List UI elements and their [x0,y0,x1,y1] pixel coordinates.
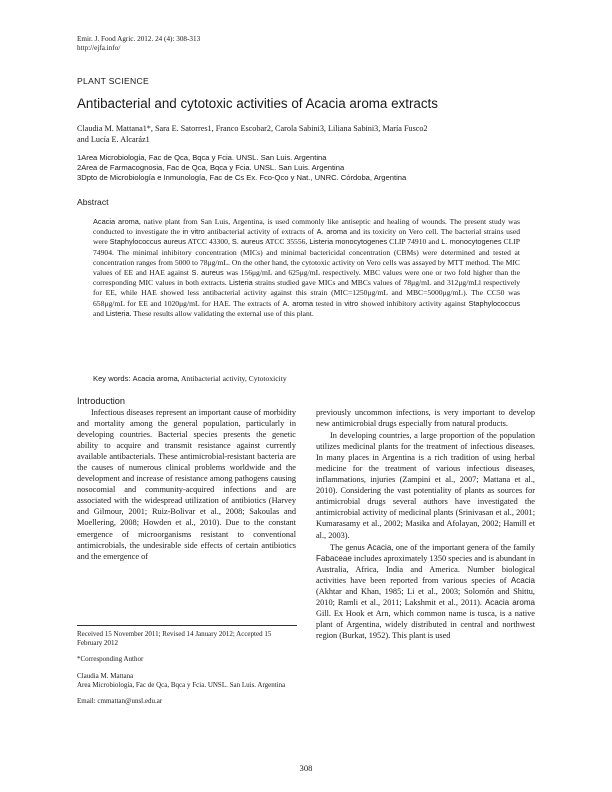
species-name: A. aroma [282,298,314,308]
species-name: Fabaceae [316,553,352,563]
journal-citation: Emir. J. Food Agric. 2012. 24 (4): 308-313 [77,35,201,43]
text-run: In developing countries, a large proportion of the population utilizes medicinal plants for the treatment of infectious diseases. In many places in Argentina is a rich tradition of using herbal medicine for the treatment of various infectious diseases, inflammations, injuries (Zampini et al., 2007; Mattana et al., 2010). Considering the vast potentiality of plants as sources for antimicrobial drugs several authors have investigated the antimicrobial activity of medicinal plants (Srinivasan et al., 2001; Kumarasamy et al., 2002; Masika and Afolayan, 2002; Hamill et al., 2003). [316,431,535,540]
species-name: Acacia aroma [93,217,139,226]
authors-line-1: Claudia M. Mattana1*, Sara E. Satorres1, Franco Escobar2, Carola Sabini3, Liliana Sabini3, María Fusco2 [77,124,428,133]
text-run: and its toxicity on Vero cell. The bacterial strains used were [93,227,521,247]
body-column-right [316,407,535,641]
species-name: S. aureus [231,237,264,247]
corresponding-author-label: *Corresponding Author [77,655,144,664]
section-label: PLANT SCIENCE [77,76,150,86]
text-run: showed inhibitory activity against [358,298,469,308]
text-run: and [93,308,106,318]
page-number: 308 [299,763,313,773]
keywords-label: Key words: [93,374,133,383]
affiliations [77,153,537,183]
footnote-divider [77,625,297,626]
text-run: , one of the important genera of the family [391,542,535,552]
paragraph [77,407,296,562]
author-list [77,124,537,145]
journal-url[interactable]: http://ejfa.info/ [77,44,121,53]
species-name: Acacia [510,575,535,585]
text-run: CLIP 74910 and [387,237,442,247]
keywords [93,374,523,383]
text-run: ATCC 35556, [263,237,310,247]
text-run: Infectious diseases represent an important cause of morbidity and mortality among the general population, particularly in developing countries. Bacterial species presents the genetic ability to acquire and transmit resistance against currently available antibacterials. These antimicrobial-resistant bacteria are the causes of numerous clinical problems worldwide and the development and increase of resistance among pathogens causing nosocomial and community-acquired infections and are associated with the widespread utilization of antibiotics (Harvey and Gilmour, 2001; Ruiz-Bolivar et al., 2008; Sakoulas and Moellering, 2008; Howden et al., 2010). Due to the constant emergence of microorganisms resistant to conventional antimicrobials, the undesirable side effects of certain antibiotics and the emergence of [77,408,296,561]
text-run: . These results allow validating the external use of this plant. [129,308,314,318]
contact-email[interactable]: Email: cmmattan@unsl.edu.ar [77,697,163,706]
abstract-body [93,217,520,319]
paragraph [316,430,535,540]
species-name: Acacia [367,542,392,552]
species-name: vitro [344,298,359,308]
text-run: ATCC 43300, [185,237,232,247]
text-run: Gill. Ex Hook et Arn, which common name is tusca, is a native plant of Argentina, widely distributed in central and northwest region (Burkat, 1952). This plant is used [316,608,535,640]
species-name: Staphylococcus aureus [109,237,186,247]
article-title: Antibacterial and cytotoxic activities of Acacia aroma extracts [77,96,438,111]
abstract-heading: Abstract [77,197,109,207]
contact-address: Area Microbiología, Fac de Qca, Bqca y Fcia. UNSL. San Luis. Argentina [77,680,286,689]
body-column-left [77,407,296,562]
journal-header [77,35,200,54]
affiliation-1: 1Area Microbiología, Fac de Qca, Bqca y Fcia. UNSL. San Luis. Argentina [77,153,327,162]
species-name: S. aureus [191,268,224,278]
text-run: strains studied gave MICs and MBCs values of 78μg/mL and 312μg/mLl respectively for EE, while HAE showed less antibacterial activity against this strain (MIC=1250μg/mL and MBC=5000μg/mL). The CC50 was 658μg/mL for EE and 1020μg/mL for HAE. The extracts of [93,278,520,308]
text-run: CLIP 74904. The minimal inhibitory concentration (MICs) and minimal bactericidal concentration (CBMs) were determined and tested at concentration ranges from 5000 to 78μg/mL. On the other hand, the cytotoxic activity on Vero cells was assayed by MTT method. The MIC values of EE and HAE against [93,237,520,278]
text-run: antibacterial activity of extracts of [204,227,317,237]
text-run: (Akhtar and Khan, 1985; Li et al., 2003; Solomón and Shittu, 2010; Ramli et al., 2011; Lakshmit et al., 2011). [316,586,535,607]
affiliation-2: 2Area de Farmacognosia, Fac de Qca, Bqca y Fcia. UNSL. San Luis. Argentina [77,163,345,172]
text-run: , native plant from San Luis, Argentina, is used commonly like antiseptic and healing of wounds. The present study was conducted to investigate the [93,217,520,237]
authors-line-2: and Lucía E. Alcaráz1 [77,134,150,144]
species-name: Listeria [229,278,253,288]
keywords-rest: , Antibacterial activity, Cytotoxicity [177,374,287,383]
paragraph [316,542,535,641]
contact-block [77,672,296,690]
keywords-species: Acacia aroma [132,374,178,383]
species-name: A. aroma [316,227,348,237]
species-name: in vitro [182,227,205,237]
text-run: previously uncommon infections, is very important to develop new antimicrobial drugs especially from natural products. [316,408,535,429]
text-run: was 156μg/mL and 625μg/mL respectively. MBC values were one or two fold higher than the corresponding MIC values in both extracts. [93,268,520,288]
species-name: Listeria [105,308,130,318]
text-run: The genus [330,542,368,552]
affiliation-3: 3Dpto de Microbiología e Inmunología, Fac de Cs Ex. Fco-Qco y Nat., UNRC. Córdoba, Argentina [77,173,407,182]
species-name: L. monocytogenes [441,237,502,247]
introduction-heading: Introduction [77,396,126,406]
paragraph [316,407,535,429]
contact-name: Claudia M. Mattana [77,671,134,680]
footnotes [77,630,296,713]
species-name: Acacia aroma [484,597,535,607]
text-run: includes aproximately 1350 species and is abundant in Australia, Africa, India and America. Number biological activities have been reported from various species of [316,553,535,585]
species-name: Listeria monocytogenes [309,237,388,247]
received-dates: Received 15 November 2011; Revised 14 January 2012; Accepted 15 February 2012 [77,630,272,648]
species-name: Staphylococcus [468,298,520,308]
text-run: tested in [313,298,345,308]
